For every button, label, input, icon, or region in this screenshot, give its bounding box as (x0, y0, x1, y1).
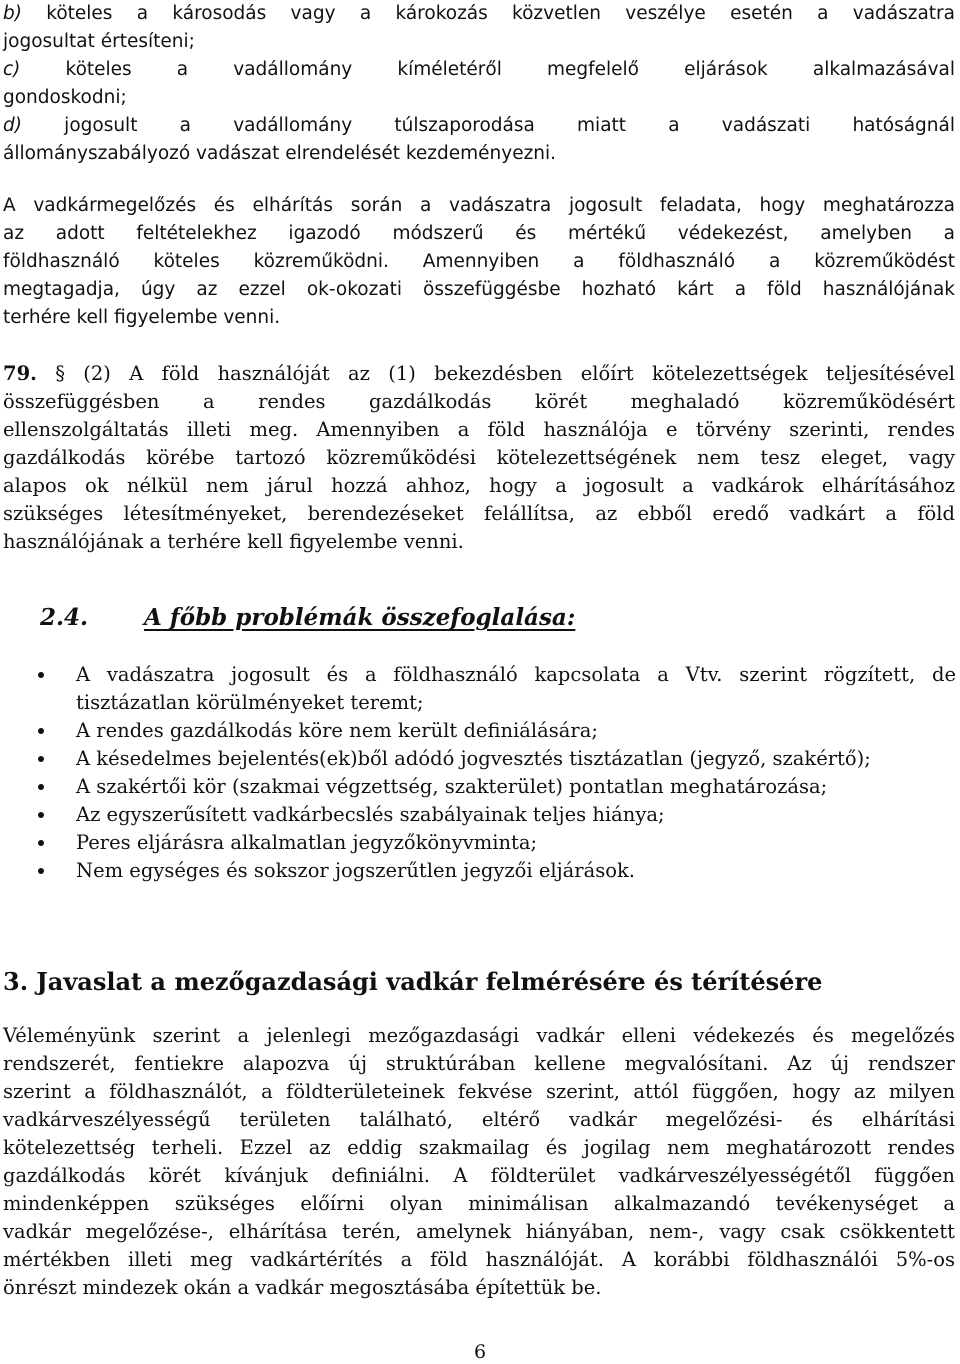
section-title: A főbb problémák összefoglalása: (144, 604, 576, 631)
list-item (0, 717, 956, 745)
text-line: szerint a földhasználót, a földterületeinek fekvése szerint, attól függően, hogy az milyen (3, 1080, 955, 1103)
text-line: az adott feltételekhez igazodó módszerű és mértékű védekezést, amelyben a (3, 223, 955, 244)
bullet-icon (38, 840, 44, 846)
paragraph-79 (3, 360, 955, 556)
section-number: 2.4. (40, 604, 89, 631)
text-line: használójának a terhére kell figyelembe venni. (3, 530, 464, 553)
list-item (0, 801, 956, 829)
paragraph-duties (3, 192, 955, 332)
text-line: vadkár megelőzése-, elhárítása terén, amelynek hiányában, nem-, vagy csak csökkentett (3, 1220, 955, 1243)
problems-list (0, 661, 956, 885)
page-number: 6 (473, 1341, 487, 1363)
list-item-text: Peres eljárásra alkalmatlan jegyzőkönyvminta; (76, 831, 538, 854)
section-heading-3: 3. Javaslat a mezőgazdasági vadkár felmérésére és térítésére (3, 967, 823, 996)
intro-line: állományszabályozó vadászat elrendelését kezdeményezni. (3, 143, 557, 164)
text-line: Véleményünk szerint a jelenlegi mezőgazdasági vadkár elleni védekezés és megelőzés (3, 1024, 955, 1047)
intro-line: jogosultat értesíteni; (3, 31, 195, 52)
text-line: mértékben illeti meg vadkártérítés a föld használóját. A korábbi földhasználói 5%-os (3, 1248, 955, 1271)
text-line: megtagadja, úgy az ezzel ok-okozati összefüggésbe hozható kárt a föld használójának (3, 279, 955, 300)
list-item-text: A késedelmes bejelentés(ek)ből adódó jogvesztés tisztázatlan (jegyző, szakértő); (76, 747, 871, 770)
bullet-icon (38, 812, 44, 818)
bullet-icon (38, 756, 44, 762)
text-line: gazdálkodás körét kívánjuk definiálni. A földterület vadkárveszélyességétől függően (3, 1164, 955, 1187)
text-line: 79. § (2) A föld használóját az (1) bekezdésben előírt kötelezettségek teljesítésével (3, 362, 955, 385)
text-line: rendszerét, fentiekre alapozva új struktúrában kellene megvalósítani. Az új rendszer (3, 1052, 955, 1075)
list-item-text: tisztázatlan körülményeket teremt; (76, 691, 424, 714)
text-line: A vadkármegelőzés és elhárítás során a vadászatra jogosult feladata, hogy meghatározza (3, 195, 955, 216)
list-item-text: A rendes gazdálkodás köre nem került definiálására; (76, 719, 598, 742)
list-item (0, 661, 956, 717)
list-item (0, 745, 956, 773)
intro-line: b) köteles a károsodás vagy a károkozás közvetlen veszélye esetén a vadászatra (3, 3, 955, 24)
text-line: önrészt mindezek okán a vadkár megosztásába építettük be. (3, 1276, 602, 1299)
list-item-text: A vadászatra jogosult és a földhasználó kapcsolata a Vtv. szerint rögzített, de (76, 663, 956, 686)
text-line: vadkárveszélyességű területen található, eltérő vadkár megelőzési- és elhárítási (3, 1108, 955, 1131)
text-line: mindenképpen szükséges előírni olyan minimálisan alkalmazandó tevékenységet a (3, 1192, 955, 1215)
list-item (0, 857, 956, 885)
text-line: alapos ok nélkül nem járul hozzá ahhoz, hogy a jogosult a vadkárok elhárításához (3, 474, 955, 497)
text-line: szükséges létesítményeket, berendezéseket felállítsa, az ebből eredő vadkárt a föld (3, 502, 955, 525)
text-line: kötelezettség terheli. Ezzel az eddig szakmailag és jogilag nem meghatározott rendes (3, 1136, 955, 1159)
section-heading-2-4 (40, 600, 575, 636)
intro-line: gondoskodni; (3, 87, 127, 108)
list-item-text: A szakértői kör (szakmai végzettség, szakterület) pontatlan meghatározása; (76, 775, 828, 798)
list-item-text: Nem egységes és sokszor jogszerűtlen jegyzői eljárások. (76, 859, 635, 882)
bullet-icon (38, 868, 44, 874)
intro-line: c) köteles a vadállomány kíméletéről megfelelő eljárások alkalmazásával (3, 59, 955, 80)
intro-line: d) jogosult a vadállomány túlszaporodása miatt a vadászati hatóságnál (3, 115, 955, 136)
paragraph-proposal (3, 1022, 955, 1302)
bullet-icon (38, 728, 44, 734)
list-item-text: Az egyszerűsített vadkárbecslés szabályainak teljes hiánya; (76, 803, 665, 826)
text-line: ellenszolgáltatás illeti meg. Amennyiben a föld használója e törvény szerinti, rendes (3, 418, 955, 441)
text-line: földhasználó köteles közreműködni. Amennyiben a földhasználó a közreműködést (3, 251, 955, 272)
bullet-icon (38, 784, 44, 790)
list-item (0, 773, 956, 801)
text-line: gazdálkodás körébe tartozó közreműködési kötelezettségének nem tesz eleget, vagy (3, 446, 955, 469)
text-line: terhére kell figyelembe venni. (3, 307, 281, 328)
text-line: összefüggésben a rendes gazdálkodás körét meghaladó közreműködésért (3, 390, 955, 413)
intro-list-body (3, 0, 955, 168)
list-item (0, 829, 956, 857)
bullet-icon (38, 672, 44, 678)
